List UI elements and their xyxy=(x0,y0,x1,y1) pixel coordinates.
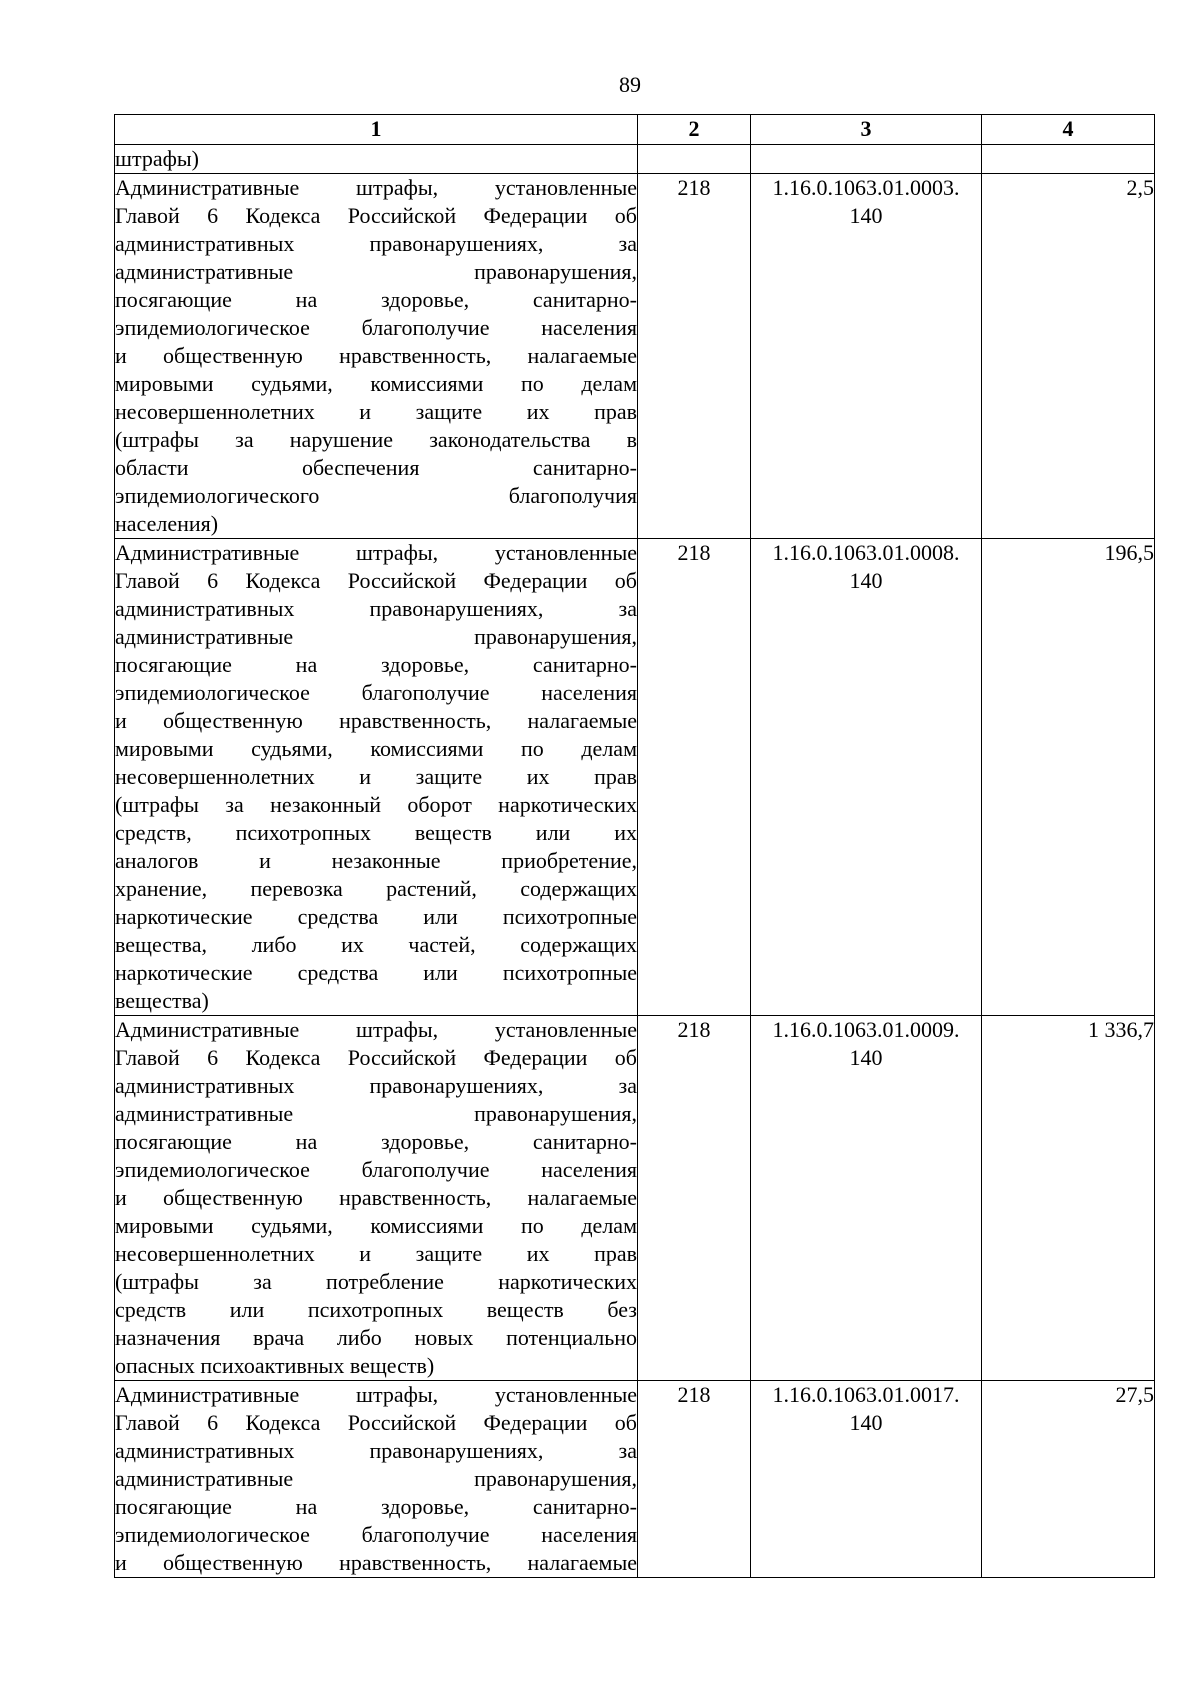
description-line: административные правонарушения, xyxy=(115,624,637,649)
description-line: хранение, перевозка растений, содержащих xyxy=(115,876,637,901)
description-line: посягающие на здоровье, санитарно- xyxy=(115,1494,637,1519)
classification-code-line: 140 xyxy=(849,203,883,228)
description-line: и общественную нравственность, налагаемые xyxy=(115,1185,637,1210)
description-line: эпидемиологическое благополучие населения xyxy=(115,315,637,340)
description-line: штрафы) xyxy=(115,146,199,171)
amount-cell xyxy=(982,145,1155,174)
description-line: области обеспечения санитарно- xyxy=(115,455,637,480)
admin-code-cell: 218 xyxy=(638,174,751,539)
fine-description-cell xyxy=(115,145,638,174)
description-line: несовершеннолетних и защите их прав xyxy=(115,764,637,789)
description-line: и общественную нравственность, налагаемые xyxy=(115,1550,637,1575)
description-line: эпидемиологическое благополучие населения xyxy=(115,1157,637,1182)
amount-cell: 1 336,7 xyxy=(982,1016,1155,1381)
description-line: административных правонарушениях, за xyxy=(115,596,637,621)
description-line: эпидемиологического благополучия xyxy=(115,483,637,508)
description-line: (штрафы за незаконный оборот наркотических xyxy=(115,792,637,817)
classification-code-line: 1.16.0.1063.01.0003. xyxy=(772,175,960,200)
table-row xyxy=(115,174,1155,539)
description-line: мировыми судьями, комиссиями по делам xyxy=(115,371,637,396)
description-line: средств или психотропных веществ без xyxy=(115,1297,637,1322)
description-line: опасных психоактивных веществ) xyxy=(115,1353,435,1378)
classification-code-cell xyxy=(751,1381,982,1578)
classification-code-line: 1.16.0.1063.01.0008. xyxy=(772,540,960,565)
classification-code-line: 140 xyxy=(849,1045,883,1070)
description-line: Главой 6 Кодекса Российской Федерации об xyxy=(115,1045,637,1070)
description-line: Административные штрафы, установленные xyxy=(115,175,637,200)
header-col-2: 2 xyxy=(638,115,751,145)
amount-cell: 196,5 xyxy=(982,539,1155,1016)
description-line: и общественную нравственность, налагаемые xyxy=(115,708,637,733)
description-line: Главой 6 Кодекса Российской Федерации об xyxy=(115,1410,637,1435)
fine-description-cell xyxy=(115,539,638,1016)
header-col-1: 1 xyxy=(115,115,638,145)
description-line: эпидемиологическое благополучие населения xyxy=(115,1522,637,1547)
description-line: мировыми судьями, комиссиями по делам xyxy=(115,736,637,761)
description-line: административные правонарушения, xyxy=(115,1101,637,1126)
description-line: административных правонарушениях, за xyxy=(115,1438,637,1463)
fine-description-cell xyxy=(115,174,638,539)
description-line: Административные штрафы, установленные xyxy=(115,540,637,565)
description-line: Административные штрафы, установленные xyxy=(115,1017,637,1042)
classification-code-line: 140 xyxy=(849,1410,883,1435)
description-line: назначения врача либо новых потенциально xyxy=(115,1325,637,1350)
table-body xyxy=(115,145,1155,1578)
description-line: посягающие на здоровье, санитарно- xyxy=(115,652,637,677)
description-line: (штрафы за нарушение законодательства в xyxy=(115,427,637,452)
description-line: (штрафы за потребление наркотических xyxy=(115,1269,637,1294)
description-line: административные правонарушения, xyxy=(115,1466,637,1491)
description-line: административных правонарушениях, за xyxy=(115,1073,637,1098)
classification-code-line: 140 xyxy=(849,568,883,593)
classification-code-cell xyxy=(751,145,982,174)
admin-code-cell xyxy=(638,145,751,174)
description-line: несовершеннолетних и защите их прав xyxy=(115,1241,637,1266)
amount-cell: 2,5 xyxy=(982,174,1155,539)
table-header-row xyxy=(115,115,1155,145)
page-number: 89 xyxy=(619,72,641,97)
admin-code-cell: 218 xyxy=(638,1381,751,1578)
description-line: вещества) xyxy=(115,988,209,1013)
description-line: Главой 6 Кодекса Российской Федерации об xyxy=(115,203,637,228)
admin-code-cell: 218 xyxy=(638,1016,751,1381)
description-line: вещества, либо их частей, содержащих xyxy=(115,932,637,957)
description-line: аналогов и незаконные приобретение, xyxy=(115,848,637,873)
fine-description-cell xyxy=(115,1016,638,1381)
header-col-4: 4 xyxy=(982,115,1155,145)
description-line: административных правонарушениях, за xyxy=(115,231,637,256)
description-line: мировыми судьями, комиссиями по делам xyxy=(115,1213,637,1238)
table-row xyxy=(115,1016,1155,1381)
fines-table xyxy=(114,114,1155,1578)
classification-code-cell xyxy=(751,174,982,539)
classification-code-cell xyxy=(751,1016,982,1381)
description-line: населения) xyxy=(115,511,219,536)
table-row xyxy=(115,145,1155,174)
admin-code-cell: 218 xyxy=(638,539,751,1016)
header-col-3: 3 xyxy=(751,115,982,145)
amount-cell: 27,5 xyxy=(982,1381,1155,1578)
description-line: Административные штрафы, установленные xyxy=(115,1382,637,1407)
table-row xyxy=(115,1381,1155,1578)
classification-code-cell xyxy=(751,539,982,1016)
table-row xyxy=(115,539,1155,1016)
description-line: эпидемиологическое благополучие населения xyxy=(115,680,637,705)
description-line: посягающие на здоровье, санитарно- xyxy=(115,1129,637,1154)
description-line: и общественную нравственность, налагаемые xyxy=(115,343,637,368)
description-line: наркотические средства или психотропные xyxy=(115,960,637,985)
description-line: наркотические средства или психотропные xyxy=(115,904,637,929)
classification-code-line: 1.16.0.1063.01.0017. xyxy=(772,1382,960,1407)
description-line: средств, психотропных веществ или их xyxy=(115,820,637,845)
description-line: несовершеннолетних и защите их прав xyxy=(115,399,637,424)
classification-code-line: 1.16.0.1063.01.0009. xyxy=(772,1017,960,1042)
fine-description-cell xyxy=(115,1381,638,1578)
description-line: административные правонарушения, xyxy=(115,259,637,284)
description-line: Главой 6 Кодекса Российской Федерации об xyxy=(115,568,637,593)
description-line: посягающие на здоровье, санитарно- xyxy=(115,287,637,312)
